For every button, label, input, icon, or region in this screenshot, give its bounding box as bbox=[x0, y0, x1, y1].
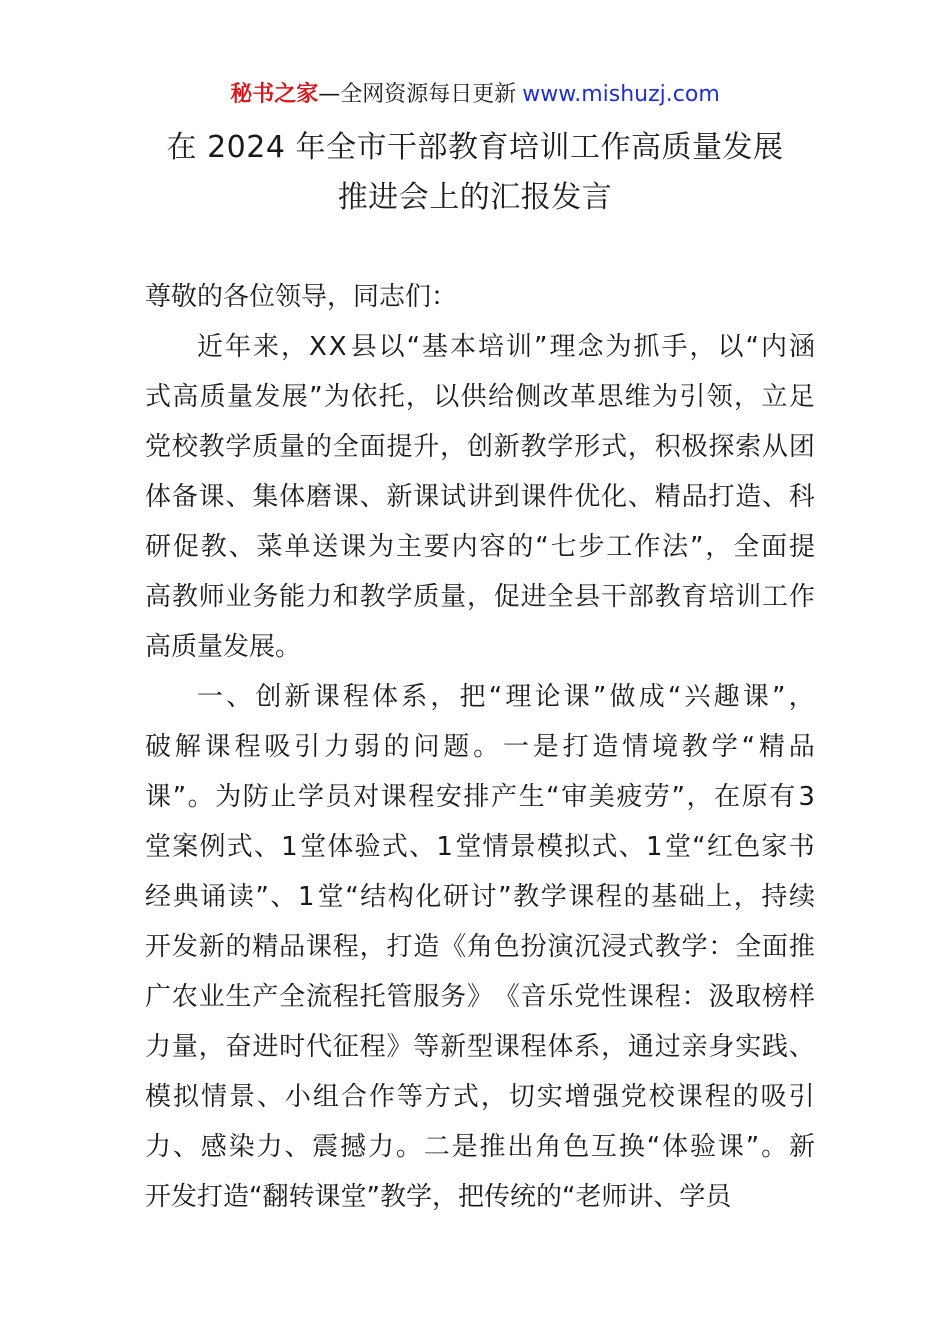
document-title-line-1: 在 2024 年全市干部教育培训工作高质量发展 bbox=[166, 130, 784, 165]
paragraph-2-line: 模 拟 情 景 、 小 组 合 作 等 方 式 ， 切 实 增 强 党 校 课 程 的 吸 引 bbox=[145, 1082, 815, 1112]
watermark-header bbox=[0, 80, 950, 110]
paragraph-1-line: 研 促 教 、 菜 单 送 课 为 主 要 内 容 的 “ 七 步 工 作 法 ” ， 全 面 提 bbox=[145, 532, 815, 562]
brand-name: 秘书之家 bbox=[230, 82, 319, 107]
paragraph-2 bbox=[145, 672, 815, 1222]
paragraph-1-line: 体 备 课 、 集 体 磨 课 、 新 课 试 讲 到 课 件 优 化 、 精 品 打 造 、 科 bbox=[145, 482, 815, 512]
salutation: 尊敬的各位领导，同志们： bbox=[145, 282, 458, 312]
paragraph-1-line: 高 教 师 业 务 能 力 和 教 学 质 量 ， 促 进 全 县 干 部 教 育 培 训 工 作 bbox=[145, 582, 815, 612]
paragraph-2-line: 堂 案 例 式 、 1 堂 体 验 式 、 1 堂 情 景 模 拟 式 、 1 堂 “ 红 色 家 书 bbox=[145, 832, 815, 862]
paragraph-2-line: 力 量 ， 奋 进 时 代 征 程 》 等 新 型 课 程 体 系 ， 通 过 亲 身 实 践 、 bbox=[145, 1032, 815, 1062]
paragraph-2-line: 课 ” 。 为 防 止 学 员 对 课 程 安 排 产 生 “ 审 美 疲 劳 ” ， 在 原 有 3 bbox=[145, 782, 815, 812]
paragraph-1-line: 式 高 质 量 发 展 ” 为 依 托 ， 以 供 给 侧 改 革 思 维 为 引 领 ， 立 足 bbox=[145, 382, 815, 412]
paragraph-2-line: 开 发 新 的 精 品 课 程 ， 打 造 《 角 色 扮 演 沉 浸 式 教 学 ： 全 面 推 bbox=[145, 932, 815, 962]
paragraph-1-line: 近 年 来 ， X X 县 以 “ 基 本 培 训 ” 理 念 为 抓 手 ， 以 “ 内 涵 bbox=[197, 332, 815, 362]
document-body bbox=[145, 272, 815, 1222]
paragraph-2-line: 经 典 诵 读 ” 、 1 堂 “ 结 构 化 研 讨 ” 教 学 课 程 的 基 础 上 ， 持 续 bbox=[145, 882, 815, 912]
header-tagline: —全网资源每日更新 bbox=[318, 82, 517, 107]
site-link[interactable]: www.mishuzj.com bbox=[522, 82, 720, 107]
paragraph-1 bbox=[145, 322, 815, 672]
paragraph-2-line: 广 农 业 生 产 全 流 程 托 管 服 务 》 《 音 乐 党 性 课 程 ： 汲 取 榜 样 bbox=[145, 982, 815, 1012]
paragraph-1-line: 高质量发展。 bbox=[145, 632, 302, 662]
paragraph-2-line: 力 、 感 染 力 、 震 撼 力 。 二 是 推 出 角 色 互 换 “ 体 验 课 ” 。 新 bbox=[145, 1132, 815, 1162]
paragraph-1-line: 党 校 教 学 质 量 的 全 面 提 升 ， 创 新 教 学 形 式 ， 积 极 探 索 从 团 bbox=[145, 432, 815, 462]
paragraph-2-line: 开发打造“翻转课堂”教学，把传统的“老师讲、学员 bbox=[145, 1182, 732, 1212]
document-title-line-2: 推进会上的汇报发言 bbox=[337, 180, 613, 215]
paragraph-2-line: 破 解 课 程 吸 引 力 弱 的 问 题 。 一 是 打 造 情 境 教 学 “ 精 品 bbox=[145, 732, 815, 762]
paragraph-2-line: 一 、 创 新 课 程 体 系 ， 把 “ 理 论 课 ” 做 成 “ 兴 趣 课 ” ， bbox=[197, 682, 815, 712]
